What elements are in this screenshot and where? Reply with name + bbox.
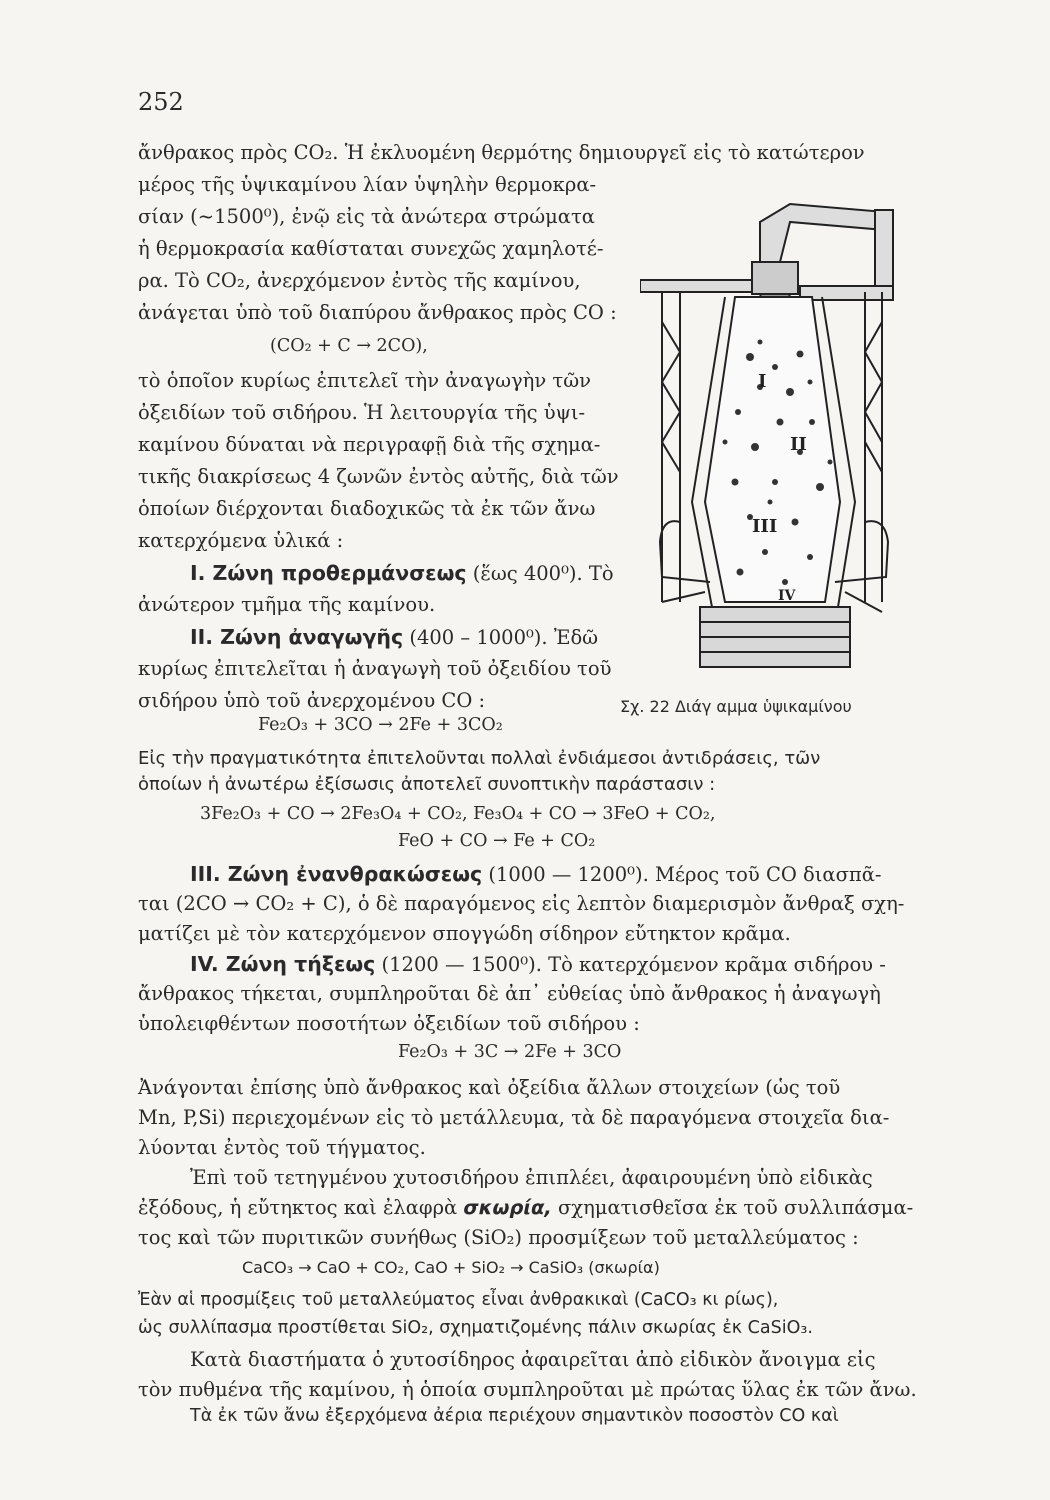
- text-line: ἀνάγεται ὑπὸ τοῦ διαπύρου ἄνθρακος πρὸς CO :: [138, 301, 617, 324]
- text-line: Ἀνάγονται ἐπίσης ὑπὸ ἄνθρακος καὶ ὀξείδια ἄλλων στοιχείων (ὡς τοῦ: [138, 1076, 841, 1099]
- text-line: τὸν πυθμένα τῆς καμίνου, ἡ ὁποία συμπληροῦται μὲ πρώτας ὕλας ἐκ τῶν ἄνω.: [138, 1378, 917, 1401]
- text-line: ὑπολειφθέντων ποσοτήτων ὀξειδίων τοῦ σιδήρου :: [138, 1012, 640, 1035]
- text-line: Τὰ ἐκ τῶν ἄνω ἐξερχόμενα ἀέρια περιέχουν σημαντικὸν ποσοστὸν CO καὶ: [190, 1406, 839, 1426]
- text-line: λύονται ἐντὸς τοῦ τήγματος.: [138, 1136, 426, 1159]
- zone-2-line: [190, 627, 598, 648]
- equation: Fe₂O₃ + 3CO → 2Fe + 3CO₂: [258, 715, 503, 735]
- zone-3-range: (1000 — 1200⁰). Μέρος τοῦ CO διασπᾶ-: [488, 863, 882, 886]
- text-line: μέρος τῆς ὑψικαμίνου λίαν ὑψηλὴν θερμοκρα-: [138, 173, 597, 196]
- text-line: τὸ ὁποῖον κυρίως ἐπιτελεῖ τὴν ἀναγωγὴν τῶν: [138, 369, 591, 392]
- text-line: ἄνθρακος πρὸς CO₂. Ἡ ἐκλυομένη θερμότης δημιουργεῖ εἰς τὸ κατώτερον: [138, 141, 865, 164]
- text-line: ἀνώτερον τμῆμα τῆς καμίνου.: [138, 593, 436, 616]
- text-line: Εἰς τὴν πραγματικότητα ἐπιτελοῦνται πολλαὶ ἐνδιάμεσοι ἀντιδράσεις, τῶν: [138, 748, 821, 769]
- equation: CaCO₃ → CaO + CO₂, CaO + SiO₂ → CaSiO₃ (σκωρία): [242, 1258, 660, 1277]
- zone-4-line: [190, 954, 886, 975]
- text-line: τικῆς διακρίσεως 4 ζωνῶν ἐντὸς αὐτῆς, διὰ τῶν: [138, 465, 619, 488]
- text-line: ὡς συλλίπασμα προστίθεται SiO₂, σχηματιζομένης πάλιν σκωρίας ἐκ CaSiO₃.: [138, 1318, 813, 1338]
- equation: 3Fe₂O₃ + CO → 2Fe₃O₄ + CO₂, Fe₃O₄ + CO → 3FeO + CO₂,: [200, 804, 716, 824]
- zone-label: IV: [778, 588, 796, 604]
- text-line: κατερχόμενα ὑλικά :: [138, 529, 344, 552]
- zone-1-range: (ἕως 400⁰). Τὸ: [472, 562, 614, 585]
- text-line: Ἐὰν αἱ προσμίξεις τοῦ μεταλλεύματος εἶναι ἀνθρακικαὶ (CaCO₃ κι ρίως),: [138, 1290, 779, 1310]
- text-line: Ἐπὶ τοῦ τετηγμένου χυτοσιδήρου ἐπιπλέει, ἀφαιρουμένη ὑπὸ εἰδικὰς: [190, 1166, 873, 1189]
- figure-caption: Σχ. 22 Διάγ αμμα ὑψικαμίνου: [620, 697, 852, 716]
- text-line: ἡ θερμοκρασία καθίσταται συνεχῶς χαμηλοτέ-: [138, 237, 604, 260]
- zone-label: III: [752, 516, 778, 537]
- zone-1-line: [190, 563, 614, 584]
- text-line: τος καὶ τῶν πυριτικῶν συνήθως (SiO₂) προσμίξεων τοῦ μεταλλεύματος :: [138, 1226, 859, 1249]
- equation: (CO₂ + C → 2CO),: [270, 336, 428, 356]
- text-line: ται (2CO → CO₂ + C), ὁ δὲ παραγόμενος εἰς λεπτὸν διαμερισμὸν ἄνθραξ σχη-: [138, 892, 905, 915]
- text-line: ὁποίων διέρχονται διαδοχικῶς τὰ ἐκ τῶν ἄνω: [138, 497, 596, 520]
- text-line: ματίζει μὲ τὸν κατερχόμενον σπογγώδη σίδηρον εὔτηκτον κρᾶμα.: [138, 922, 791, 945]
- zone-3-title: ΙΙΙ. Ζώνη ἐνανθρακώσεως: [190, 862, 483, 886]
- text-line: κυρίως ἐπιτελεῖται ἡ ἀναγωγὴ τοῦ ὀξειδίου τοῦ: [138, 657, 612, 680]
- text-line: Mn, P,Si) περιεχομένων εἰς τὸ μετάλλευμα, τὰ δὲ παραγόμενα στοιχεῖα δια-: [138, 1106, 890, 1129]
- text-line: σίαν (~1500⁰), ἐνῷ εἰς τὰ ἀνώτερα στρώματα: [138, 205, 595, 228]
- text-line: ὁποίων ἡ ἀνωτέρω ἐξίσωσις ἀποτελεῖ συνοπτικὴν παράστασιν :: [138, 774, 716, 795]
- zone-2-range: (400 – 1000⁰). Ἐδῶ: [409, 626, 599, 649]
- zone-4-range: (1200 — 1500⁰). Τὸ κατερχόμενον κρᾶμα σιδήρου -: [381, 953, 886, 976]
- text-line: καμίνου δύναται νὰ περιγραφῇ διὰ τῆς σχημα-: [138, 433, 601, 456]
- zone-label: II: [790, 434, 807, 455]
- text-line: σιδήρου ὑπὸ τοῦ ἀνερχομένου CO :: [138, 689, 486, 712]
- equation: Fe₂O₃ + 3C → 2Fe + 3CO: [398, 1042, 622, 1062]
- equation: FeO + CO → Fe + CO₂: [398, 831, 596, 851]
- zone-1-title: Ι. Ζώνη προθερμάνσεως: [190, 561, 467, 585]
- zone-label: I: [758, 371, 767, 392]
- text-span: σχηματισθεῖσα ἐκ τοῦ συλλιπάσμα-: [557, 1196, 914, 1219]
- text-line: ὀξειδίων τοῦ σιδήρου. Ἡ λειτουργία τῆς ὑψι-: [138, 401, 586, 424]
- blast-furnace-diagram: [640, 182, 920, 682]
- zone-4-title: ΙV. Ζώνη τήξεως: [190, 952, 376, 976]
- zone-2-title: ΙΙ. Ζώνη ἀναγωγῆς: [190, 625, 404, 649]
- emphasis-slag: σκωρία,: [463, 1196, 552, 1219]
- zone-3-line: [190, 864, 882, 885]
- text-line: [138, 1198, 913, 1218]
- text-span: ἐξόδους, ἡ εὔτηκτος καὶ ἐλαφρὰ: [138, 1196, 458, 1219]
- text-line: ρα. Τὸ CO₂, ἀνερχόμενον ἐντὸς τῆς καμίνου,: [138, 269, 581, 292]
- text-line: Κατὰ διαστήματα ὁ χυτοσίδηρος ἀφαιρεῖται ἀπὸ εἰδικὸν ἄνοιγμα εἰς: [190, 1348, 876, 1371]
- text-line: ἄνθρακος τήκεται, συμπληροῦται δὲ ἀπ᾽ εὐθείας ὑπὸ ἄνθρακος ἡ ἀναγωγὴ: [138, 982, 881, 1005]
- page-number: 252: [138, 88, 184, 116]
